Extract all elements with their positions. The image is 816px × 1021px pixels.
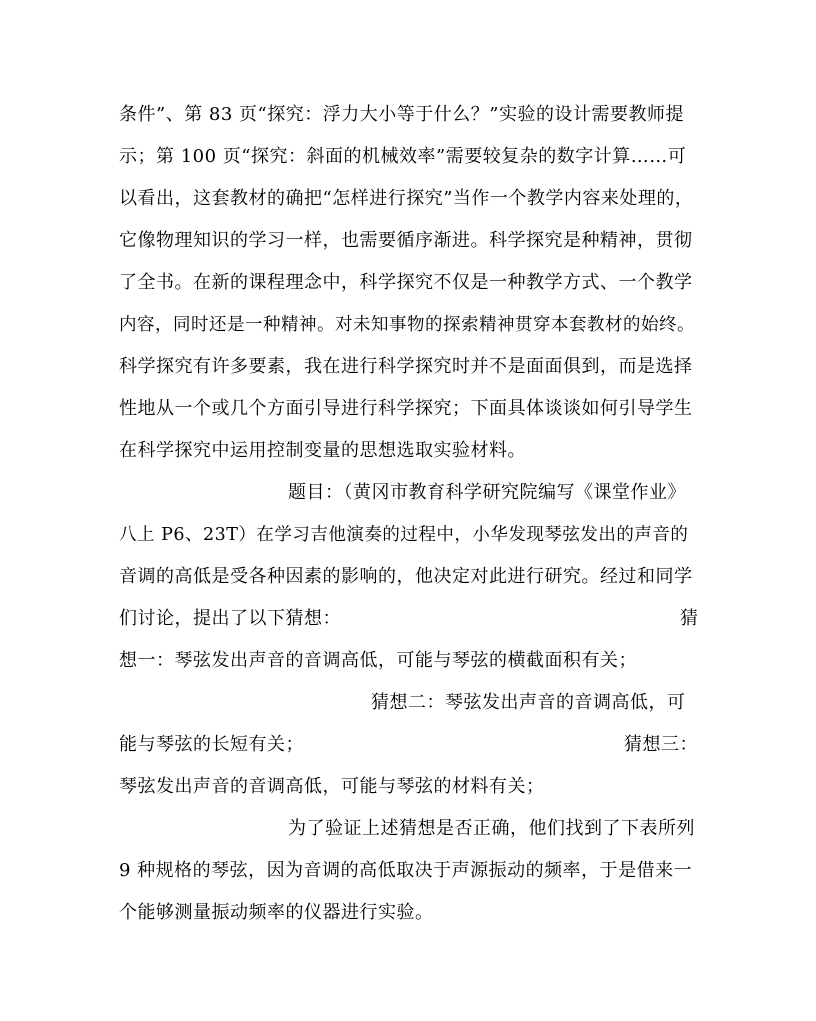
paragraph-line-fragment: 猜 (680, 608, 699, 629)
paragraph-line: 音调的高低是受各种因素的影响的，他决定对此进行研究。经过和同学 (119, 566, 693, 587)
paragraph-line: 它像物理知识的学习一样，也需要循序渐进。科学探究是种精神，贯彻 (119, 230, 693, 251)
hypothesis-three-label: 猜想三： (624, 734, 698, 755)
hypothesis-one-line: 想一：琴弦发出声音的音调高低，可能与琴弦的横截面积有关； (119, 650, 637, 671)
paragraph-line: 个能够测量振动频率的仪器进行实验。 (119, 902, 434, 923)
paragraph-line: 性地从一个或几个方面引导进行科学探究；下面具体谈谈如何引导学生 (119, 398, 693, 419)
hypothesis-three-line: 琴弦发出声音的音调高低，可能与琴弦的材料有关； (119, 776, 545, 797)
paragraph-line: 条件”、第 83 页“探究：浮力大小等于什么？”实验的设计需要教师提 (119, 104, 684, 125)
paragraph-line: 了全书。在新的课程理念中，科学探究不仅是一种教学方式、一个教学 (119, 272, 693, 293)
paragraph-line: 9 种规格的琴弦，因为音调的高低取决于声源振动的频率，于是借来一 (119, 860, 693, 881)
paragraph-line: 能与琴弦的长短有关； (119, 734, 304, 755)
paragraph-line: 以看出，这套教材的确把“怎样进行探究”当作一个教学内容来处理的， (119, 188, 694, 209)
paragraph-line: 为了验证上述猜想是否正确，他们找到了下表所列 (288, 818, 695, 839)
paragraph-line: 科学探究有许多要素，我在进行科学探究时并不是面面俱到，而是选择 (119, 356, 693, 377)
paragraph-line: 八上 P6、23T）在学习吉他演奏的过程中，小华发现琴弦发出的声音的 (119, 525, 689, 545)
question-title-line: 题目：（黄冈市教育科学研究院编写《课堂作业》 (288, 482, 686, 503)
paragraph-line: 示；第 100 页“探究：斜面的机械效率”需要较复杂的数字计算……可 (119, 146, 687, 167)
paragraph-line: 内容，同时还是一种精神。对未知事物的探索精神贯穿本套教材的始终。 (119, 315, 695, 335)
hypothesis-two-line: 猜想二：琴弦发出声音的音调高低，可 (371, 692, 686, 713)
paragraph-line: 在科学探究中运用控制变量的思想选取实验材料。 (119, 440, 526, 461)
paragraph-line: 们讨论，提出了以下猜想： (119, 608, 341, 629)
